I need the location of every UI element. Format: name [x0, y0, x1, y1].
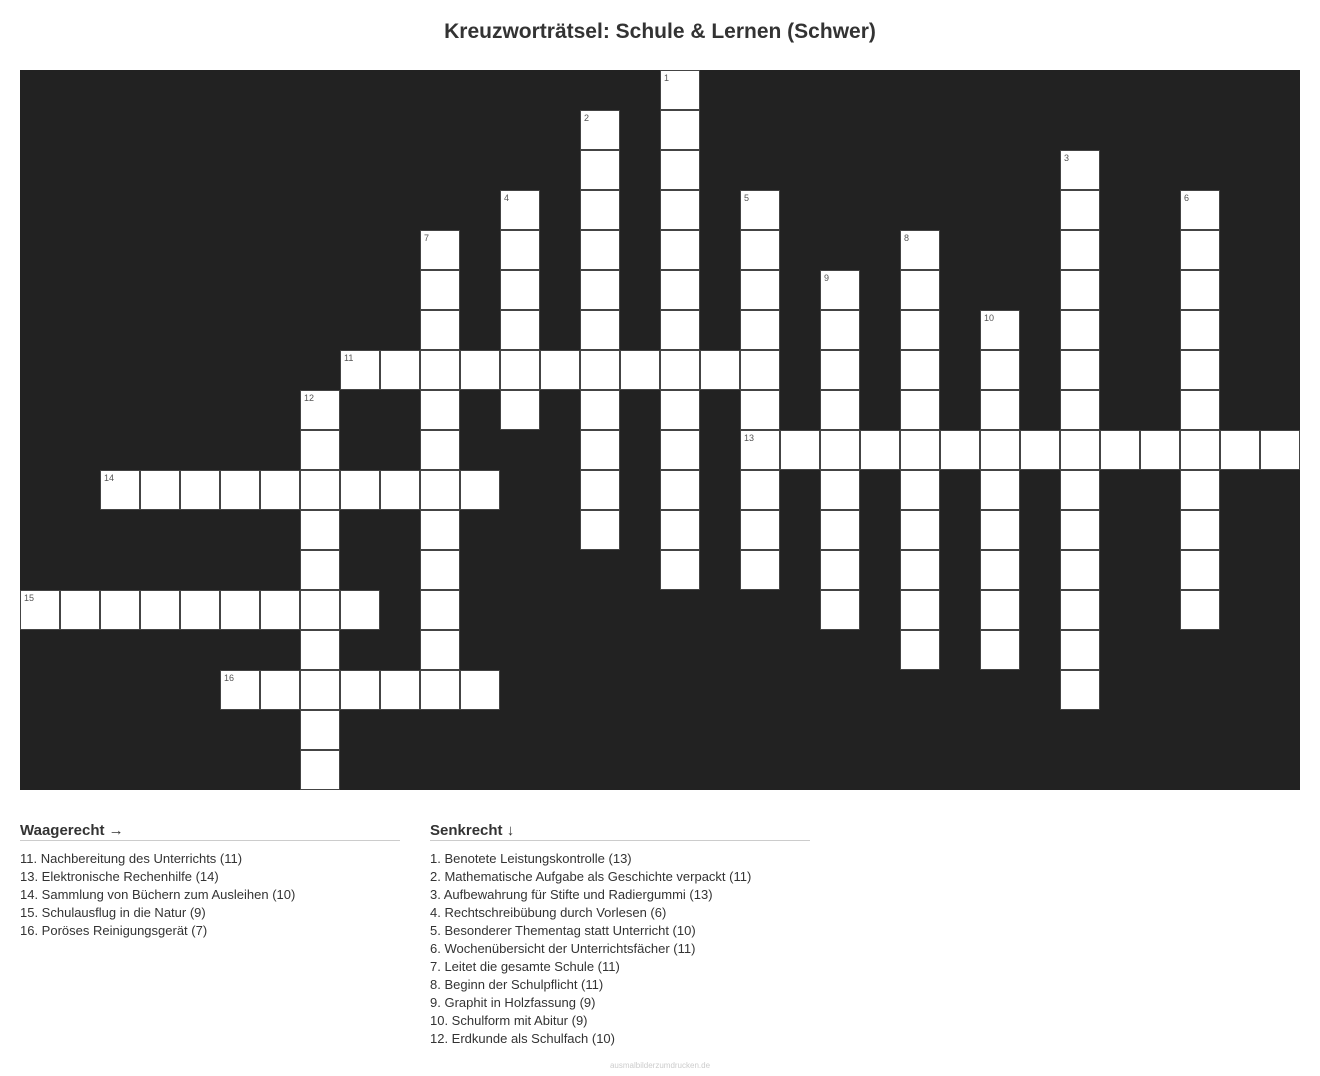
cell-number: 15 — [24, 593, 35, 603]
across-clues-section — [20, 822, 400, 940]
grid-cell[interactable] — [820, 470, 860, 510]
grid-cell[interactable] — [140, 470, 180, 510]
cell-number: 16 — [224, 673, 235, 683]
clue-item: 5. Besonderer Thementag statt Unterricht (10) — [430, 923, 696, 938]
grid-cell[interactable] — [1060, 550, 1100, 590]
grid-cell[interactable] — [1060, 590, 1100, 630]
grid-cell[interactable] — [660, 150, 700, 190]
grid-cell[interactable] — [900, 630, 940, 670]
grid-cell[interactable] — [820, 430, 860, 470]
cell-number: 1 — [664, 73, 670, 83]
clue-item: 6. Wochenübersicht der Unterrichtsfächer (11) — [430, 941, 696, 956]
grid-cell[interactable] — [140, 590, 180, 630]
grid-cell[interactable] — [420, 590, 460, 630]
grid-cell[interactable] — [740, 350, 780, 390]
clue-item: 16. Poröses Reinigungsgerät (7) — [20, 923, 208, 938]
grid-cell[interactable] — [580, 510, 620, 550]
grid-cell[interactable] — [900, 390, 940, 430]
grid-cell[interactable] — [340, 350, 380, 390]
grid-cell[interactable] — [420, 310, 460, 350]
grid-cell[interactable] — [980, 510, 1020, 550]
grid-cell[interactable] — [420, 350, 460, 390]
grid-cell[interactable] — [580, 350, 620, 390]
grid-cell[interactable] — [1260, 430, 1300, 470]
grid-cell[interactable] — [660, 350, 700, 390]
grid-cell[interactable] — [220, 470, 260, 510]
grid-cell[interactable] — [580, 190, 620, 230]
grid-cell[interactable] — [900, 590, 940, 630]
grid-cell[interactable] — [260, 470, 300, 510]
clue-item: 1. Benotete Leistungskontrolle (13) — [430, 851, 632, 866]
clue-item: 9. Graphit in Holzfassung (9) — [430, 995, 596, 1010]
grid-cell[interactable] — [1180, 430, 1220, 470]
grid-cell[interactable] — [380, 470, 420, 510]
grid-cell[interactable] — [580, 310, 620, 350]
down-clues-section — [430, 822, 810, 1048]
grid-cell[interactable] — [820, 350, 860, 390]
grid-cell[interactable] — [340, 670, 380, 710]
cell-number: 3 — [1064, 153, 1070, 163]
grid-cell[interactable] — [420, 510, 460, 550]
grid-cell[interactable] — [660, 310, 700, 350]
cell-number: 9 — [824, 273, 830, 283]
grid-cell[interactable] — [1060, 190, 1100, 230]
grid-cell[interactable] — [1060, 230, 1100, 270]
clue-item: 15. Schulausflug in die Natur (9) — [20, 905, 206, 920]
across-heading — [20, 822, 400, 841]
grid-cell[interactable] — [740, 430, 780, 470]
clue-item: 4. Rechtschreibübung durch Vorlesen (6) — [430, 905, 667, 920]
grid-cell[interactable] — [660, 110, 700, 150]
grid-cell[interactable] — [500, 350, 540, 390]
grid-cell[interactable] — [180, 590, 220, 630]
grid-cell[interactable] — [700, 350, 740, 390]
cell-number: 7 — [424, 233, 430, 243]
grid-cell[interactable] — [740, 190, 780, 230]
grid-cell[interactable] — [420, 390, 460, 430]
grid-cell[interactable] — [1180, 350, 1220, 390]
grid-cell[interactable] — [1180, 310, 1220, 350]
grid-cell[interactable] — [60, 590, 100, 630]
grid-cell[interactable] — [1180, 190, 1220, 230]
grid-cell[interactable] — [780, 430, 820, 470]
grid-cell[interactable] — [500, 310, 540, 350]
grid-cell[interactable] — [660, 190, 700, 230]
grid-cell[interactable] — [540, 350, 580, 390]
clue-item: 10. Schulform mit Abitur (9) — [430, 1013, 588, 1028]
cell-number: 4 — [504, 193, 510, 203]
grid-cell[interactable] — [820, 590, 860, 630]
grid-cell[interactable] — [300, 470, 340, 510]
cell-number: 8 — [904, 233, 910, 243]
cell-number: 10 — [984, 313, 995, 323]
clue-item: 12. Erdkunde als Schulfach (10) — [430, 1031, 615, 1046]
grid-cell[interactable] — [1060, 350, 1100, 390]
grid-cell[interactable] — [820, 390, 860, 430]
grid-cell[interactable] — [1060, 150, 1100, 190]
grid-cell[interactable] — [1140, 430, 1180, 470]
grid-cell[interactable] — [580, 430, 620, 470]
across-clue-list — [20, 850, 400, 940]
cell-number: 12 — [304, 393, 315, 403]
grid-cell[interactable] — [300, 670, 340, 710]
grid-cell[interactable] — [500, 390, 540, 430]
grid-cell[interactable] — [980, 630, 1020, 670]
grid-cell[interactable] — [660, 70, 700, 110]
clue-item: 13. Elektronische Rechenhilfe (14) — [20, 869, 219, 884]
grid-cell[interactable] — [900, 310, 940, 350]
grid-cell[interactable] — [1020, 430, 1060, 470]
grid-cell[interactable] — [900, 270, 940, 310]
clue-item: 11. Nachbereitung des Unterrichts (11) — [20, 851, 243, 866]
grid-cell[interactable] — [420, 470, 460, 510]
grid-cell[interactable] — [620, 350, 660, 390]
grid-cell[interactable] — [1060, 510, 1100, 550]
grid-cell[interactable] — [420, 430, 460, 470]
grid-cell[interactable] — [660, 510, 700, 550]
grid-cell[interactable] — [580, 150, 620, 190]
grid-cell[interactable] — [300, 390, 340, 430]
grid-cell[interactable] — [100, 590, 140, 630]
grid-cell[interactable] — [1060, 670, 1100, 710]
grid-cell[interactable] — [1180, 390, 1220, 430]
grid-cell[interactable] — [420, 270, 460, 310]
grid-cell[interactable] — [580, 470, 620, 510]
grid-cell[interactable] — [1060, 270, 1100, 310]
grid-cell[interactable] — [980, 550, 1020, 590]
clue-item: 14. Sammlung von Büchern zum Ausleihen (10) — [20, 887, 296, 902]
grid-cell[interactable] — [180, 470, 220, 510]
cell-number: 11 — [344, 353, 354, 363]
grid-cell[interactable] — [460, 670, 500, 710]
grid-cell[interactable] — [820, 510, 860, 550]
grid-cell[interactable] — [460, 350, 500, 390]
grid-cell[interactable] — [100, 470, 140, 510]
grid-cell[interactable] — [1060, 390, 1100, 430]
grid-cell[interactable] — [220, 590, 260, 630]
cell-number: 13 — [744, 433, 755, 443]
grid-cell[interactable] — [380, 350, 420, 390]
clue-item: 8. Beginn der Schulpflicht (11) — [430, 977, 604, 992]
grid-cell[interactable] — [660, 390, 700, 430]
right-arrow-icon: → — [108, 822, 124, 839]
down-arrow-icon: ↓ — [506, 822, 515, 839]
grid-cell[interactable] — [1220, 430, 1260, 470]
grid-cell[interactable] — [20, 590, 60, 630]
grid-cell[interactable] — [1180, 550, 1220, 590]
crossword-grid — [20, 70, 1300, 790]
clue-item: 2. Mathematische Aufgabe als Geschichte verpackt (11) — [430, 869, 752, 884]
grid-cell[interactable] — [260, 670, 300, 710]
grid-cell[interactable] — [820, 270, 860, 310]
grid-cell[interactable] — [260, 590, 300, 630]
grid-cell[interactable] — [900, 470, 940, 510]
grid-cell[interactable] — [980, 430, 1020, 470]
grid-cell[interactable] — [1060, 310, 1100, 350]
grid-cell[interactable] — [980, 350, 1020, 390]
grid-cell[interactable] — [580, 390, 620, 430]
cell-number: 14 — [104, 473, 115, 483]
page-title: Kreuzworträtsel: Schule & Lernen (Schwer) — [444, 20, 876, 43]
grid-cell[interactable] — [300, 750, 340, 790]
grid-cell[interactable] — [820, 310, 860, 350]
grid-cell[interactable] — [580, 230, 620, 270]
grid-cell[interactable] — [340, 590, 380, 630]
grid-cell[interactable] — [900, 510, 940, 550]
grid-cell[interactable] — [660, 430, 700, 470]
grid-cell[interactable] — [660, 550, 700, 590]
site-footer: ausmalbilderzumdrucken.de — [609, 1061, 711, 1070]
grid-cell[interactable] — [300, 630, 340, 670]
clue-item: 7. Leitet die gesamte Schule (11) — [430, 959, 620, 974]
grid-cell[interactable] — [980, 390, 1020, 430]
grid-cell[interactable] — [900, 550, 940, 590]
grid-cell[interactable] — [900, 430, 940, 470]
grid-cell[interactable] — [300, 590, 340, 630]
grid-cell[interactable] — [660, 230, 700, 270]
grid-cell[interactable] — [740, 550, 780, 590]
grid-cell[interactable] — [900, 230, 940, 270]
grid-cell[interactable] — [420, 670, 460, 710]
clue-item: 3. Aufbewahrung für Stifte und Radiergummi (13) — [430, 887, 713, 902]
grid-cell[interactable] — [740, 390, 780, 430]
grid-cell[interactable] — [1060, 470, 1100, 510]
grid-cell[interactable] — [460, 470, 500, 510]
grid-cell[interactable] — [1180, 270, 1220, 310]
grid-cell[interactable] — [740, 310, 780, 350]
down-clue-list — [430, 850, 810, 1048]
grid-cell[interactable] — [740, 510, 780, 550]
grid-cell[interactable] — [500, 270, 540, 310]
grid-cell[interactable] — [980, 470, 1020, 510]
cell-number: 5 — [744, 193, 750, 203]
grid-cell[interactable] — [380, 670, 420, 710]
grid-cell[interactable] — [1060, 630, 1100, 670]
cell-number: 2 — [584, 113, 590, 123]
across-heading-label: Waagerecht — [20, 822, 105, 839]
grid-cell[interactable] — [1180, 510, 1220, 550]
grid-cell[interactable] — [820, 550, 860, 590]
grid-cell[interactable] — [420, 550, 460, 590]
grid-cell[interactable] — [740, 470, 780, 510]
grid-cell[interactable] — [980, 590, 1020, 630]
grid-cell[interactable] — [660, 470, 700, 510]
grid-cell[interactable] — [300, 510, 340, 550]
grid-cell[interactable] — [220, 670, 260, 710]
grid-cell[interactable] — [1180, 230, 1220, 270]
down-heading — [430, 822, 810, 841]
grid-cell[interactable] — [420, 230, 460, 270]
grid-cell[interactable] — [980, 310, 1020, 350]
grid-cell[interactable] — [300, 710, 340, 750]
grid-cell[interactable] — [300, 430, 340, 470]
grid-cell[interactable] — [340, 470, 380, 510]
grid-cell[interactable] — [740, 230, 780, 270]
grid-cell[interactable] — [500, 230, 540, 270]
grid-cell[interactable] — [660, 270, 700, 310]
grid-cell[interactable] — [420, 630, 460, 670]
grid-cell[interactable] — [900, 350, 940, 390]
grid-cell[interactable] — [740, 270, 780, 310]
grid-cell[interactable] — [580, 110, 620, 150]
grid-cell[interactable] — [860, 430, 900, 470]
grid-cell[interactable] — [1060, 430, 1100, 470]
grid-cell[interactable] — [500, 190, 540, 230]
grid-cell[interactable] — [580, 270, 620, 310]
grid-cell[interactable] — [300, 550, 340, 590]
cell-number: 6 — [1184, 193, 1190, 203]
grid-cell[interactable] — [1180, 470, 1220, 510]
grid-cell[interactable] — [1180, 590, 1220, 630]
grid-cell[interactable] — [1100, 430, 1140, 470]
down-heading-label: Senkrecht — [430, 822, 503, 839]
grid-cell[interactable] — [940, 430, 980, 470]
